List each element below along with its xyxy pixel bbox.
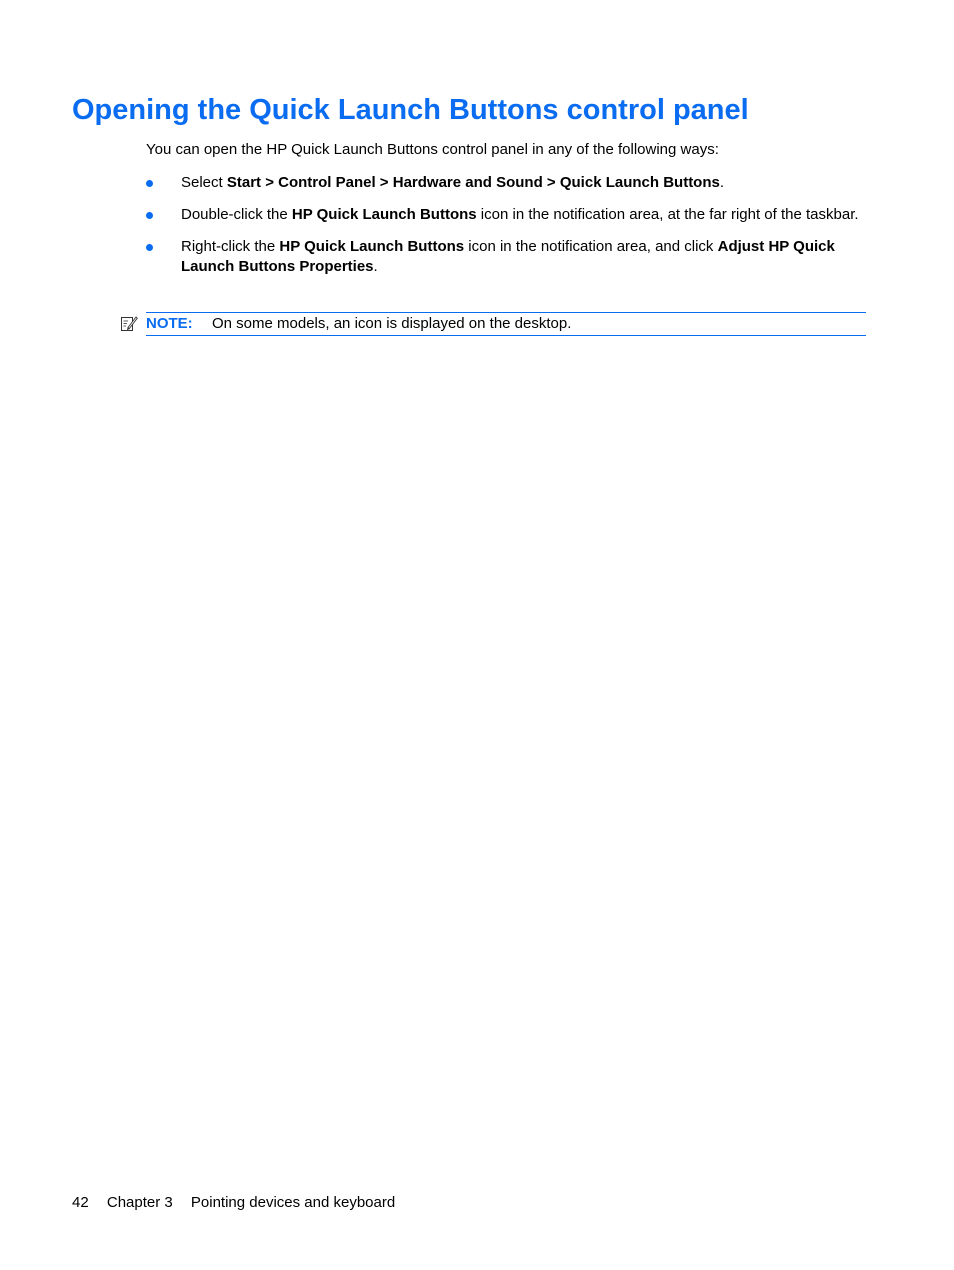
list-item (146, 205, 870, 225)
bullet-text: Double-click the HP Quick Launch Buttons icon in the notification area, at the far right of the taskbar. (181, 206, 859, 223)
page-number: 42 (72, 1194, 89, 1211)
note-box (146, 312, 866, 336)
bullet-list (146, 173, 870, 289)
page-title: Opening the Quick Launch Buttons control panel (72, 94, 749, 126)
note-pencil-icon (120, 314, 138, 332)
bullet-dot-icon (146, 212, 153, 219)
intro-paragraph: You can open the HP Quick Launch Buttons control panel in any of the following ways: (146, 141, 719, 158)
bullet-text: Select Start > Control Panel > Hardware and Sound > Quick Launch Buttons. (181, 174, 725, 191)
bullet-dot-icon (146, 244, 153, 251)
chapter-title: Pointing devices and keyboard (190, 1194, 396, 1211)
bullet-text: Right-click the HP Quick Launch Buttons icon in the notification area, and click Adjust HP Quick Launch Buttons Properties. (181, 238, 835, 275)
page-footer (72, 1193, 409, 1212)
list-item (146, 173, 870, 193)
bullet-dot-icon (146, 180, 153, 187)
chapter-label: Chapter 3 (106, 1194, 173, 1211)
note-label: NOTE: (146, 315, 193, 332)
list-item (146, 237, 870, 277)
note-text: On some models, an icon is displayed on the desktop. (212, 315, 572, 332)
